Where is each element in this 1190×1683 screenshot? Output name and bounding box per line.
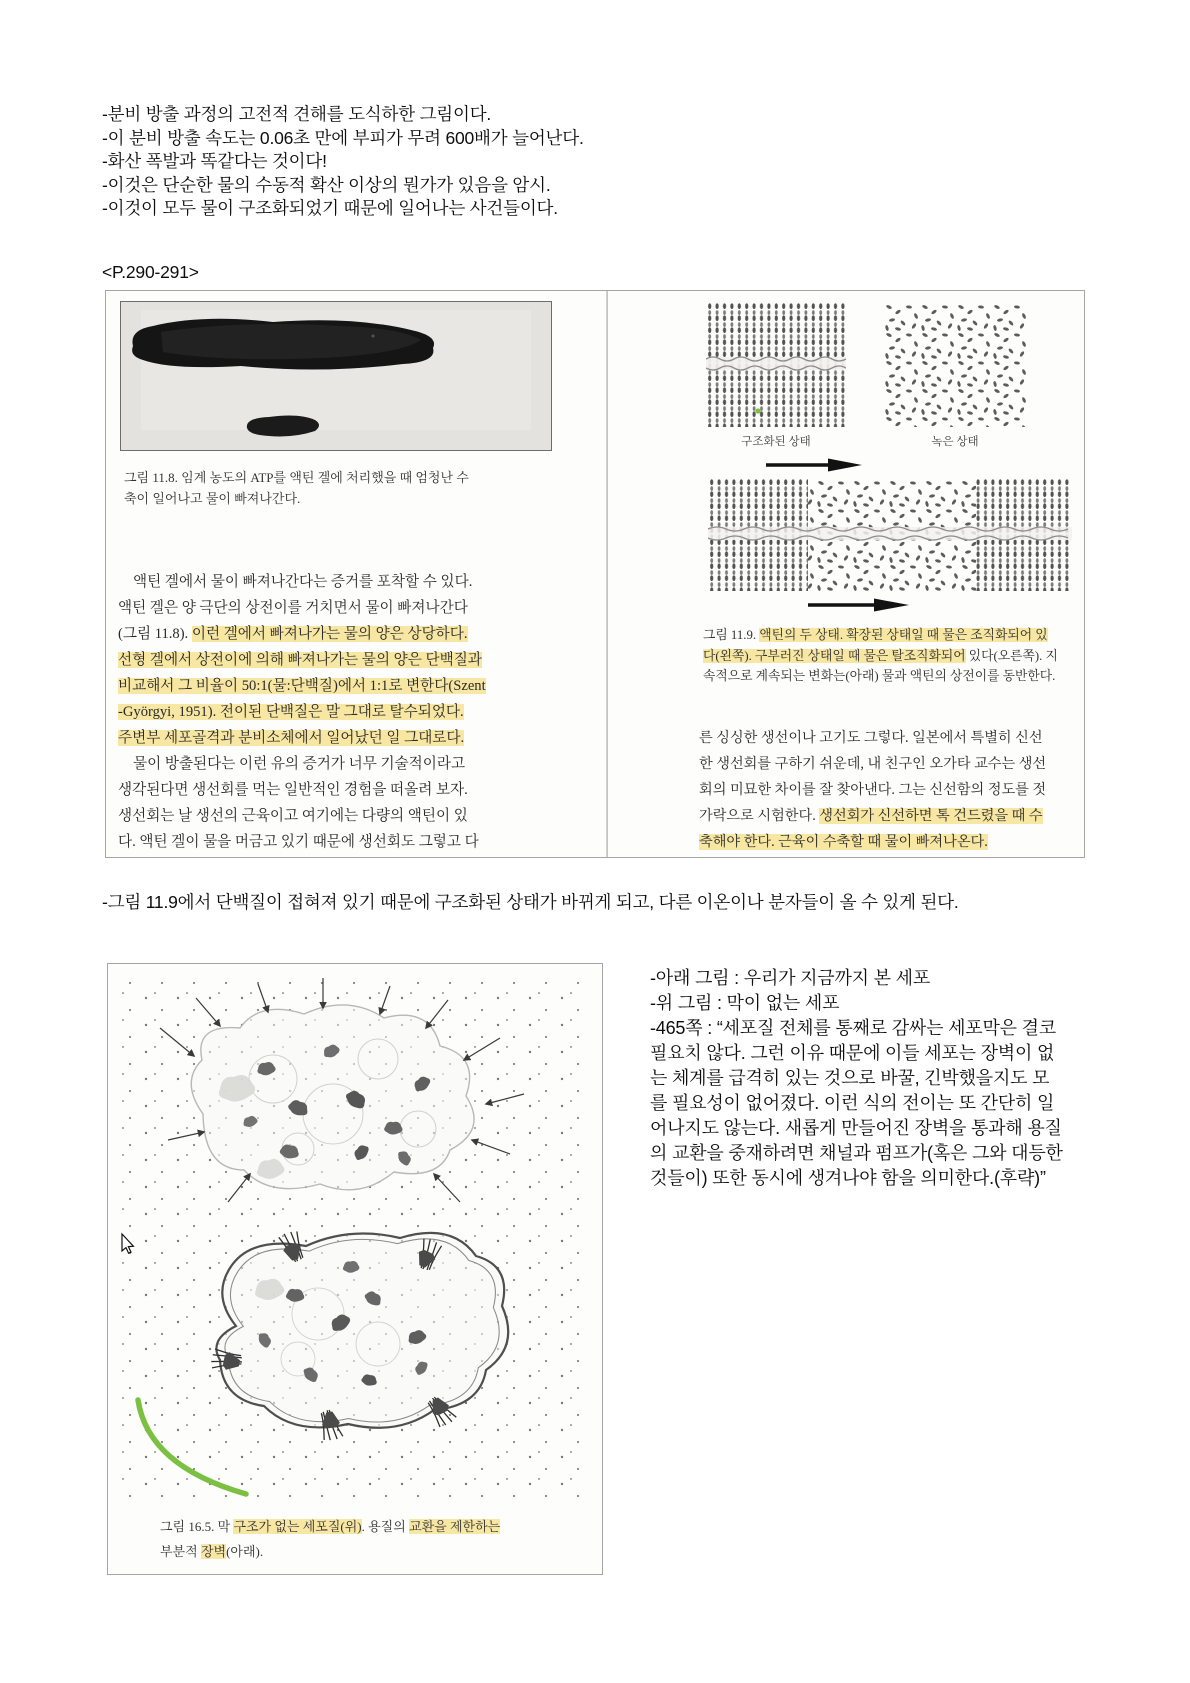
note-line: -이것이 모두 물이 구조화되었기 때문에 일어나는 사건들이다. — [102, 198, 558, 218]
text-line — [118, 569, 570, 595]
text-line — [118, 621, 570, 647]
text-run: 있다(오른쪽). 지 — [965, 648, 1058, 663]
highlighted-text: 장벽 — [200, 1544, 227, 1559]
text-run: 른 싱싱한 생선이나 고기도 그렇다. 일본에서 특별히 신선 — [699, 730, 1043, 746]
highlighted-text: 축해야 한다. 근육이 수축할 때 물이 빠져나온다. — [699, 834, 988, 850]
side-notes-block — [650, 966, 1063, 1191]
note-line: 의 교환을 중재하려면 채널과 펌프가(혹은 그와 대등한 — [650, 1143, 1063, 1163]
figure-16-5-caption — [160, 1514, 580, 1564]
text-run: 한 생선회를 구하기 쉬운데, 내 친구인 오가타 교수는 생선 — [699, 756, 1047, 772]
text-run: 가락으로 시험한다. — [699, 808, 820, 824]
text-line — [118, 673, 570, 699]
highlighted-text: 주변부 세포골격과 분비소체에서 일어났던 일 그대로다. — [118, 730, 465, 746]
text-run: 부분적 — [160, 1544, 201, 1559]
figure-11-9-caption — [703, 625, 1078, 687]
mid-note-line: -그림 11.9에서 단백질이 접혀져 있기 때문에 구조화된 상태가 바뀌게 되고, 다른 이온이나 분자들이 올 수 있게 된다. — [102, 892, 959, 912]
transition-arrow-icon — [806, 597, 911, 613]
transition-arrow-icon — [764, 457, 864, 473]
gel-photo-art — [121, 302, 551, 448]
text-line — [699, 777, 1054, 803]
caption-line: 축이 일어나고 물이 빠져나간다. — [124, 491, 301, 506]
caption-line — [160, 1514, 580, 1539]
text-line — [118, 725, 570, 751]
text-run: . 용질의 — [361, 1519, 410, 1534]
text-line — [118, 751, 570, 777]
note-line: 것들이) 또한 동시에 생겨나야 함을 의미한다.(후략)” — [650, 1168, 1046, 1188]
figure-11-8-caption — [124, 467, 559, 509]
cell-diagrams-art — [108, 964, 602, 1574]
note-line: -화산 폭발과 똑같다는 것이다! — [102, 151, 327, 171]
text-line — [118, 647, 570, 673]
top-notes-block — [102, 103, 584, 221]
highlighted-text: 선형 겔에서 상전이에 의해 빠져나가는 물의 양은 단백질과 — [118, 652, 482, 668]
highlighted-text: -Györgyi, 1951). 전이된 단백질은 말 그대로 탈수되었다. — [118, 704, 464, 720]
page-range-heading: <P.290-291> — [102, 262, 199, 282]
structured-state-diagram — [706, 303, 846, 427]
note-line: -465쪽 : “세포질 전체를 통째로 감싸는 세포막은 결코 — [650, 1018, 1056, 1038]
text-run: 다. 액틴 겔이 물을 머금고 있기 때문에 생선회도 그렇고 다 — [118, 834, 479, 850]
text-run: 물이 방출된다는 이런 유의 증거가 너무 기술적이라고 — [133, 756, 466, 772]
note-line: 필요치 않다. 그런 이유 때문에 이들 세포는 장벽이 없 — [650, 1043, 1055, 1063]
note-line: 는 체계를 급격히 있는 것으로 바꿀, 긴박했을지도 모 — [650, 1068, 1050, 1088]
text-line — [118, 777, 570, 803]
highlighted-text: 액틴의 두 상태. 확장된 상태일 때 물은 조직화되어 있 — [759, 628, 1048, 642]
text-line — [699, 725, 1054, 751]
text-line — [699, 751, 1054, 777]
highlighted-text: 구조가 없는 세포질(위) — [233, 1519, 362, 1534]
text-line — [118, 595, 570, 621]
note-line: -분비 방출 과정의 고전적 견해를 도식하한 그림이다. — [102, 104, 492, 124]
gel-photo-figure — [120, 301, 552, 451]
caption-line — [703, 666, 1078, 687]
text-run: 회의 미묘한 차이를 잘 찾아낸다. 그는 신선함의 정도를 젓 — [699, 782, 1047, 798]
mixed-state-diagram — [708, 479, 1072, 591]
right-page-paragraph — [699, 725, 1054, 855]
text-run: 액틴 겔은 양 극단의 상전이를 거치면서 물이 빠져나간다 — [118, 600, 468, 616]
note-line: 어나지도 않는다. 새롭게 만들어진 장벽을 통과해 용질 — [650, 1118, 1062, 1138]
text-line — [118, 699, 570, 725]
highlighted-text: 생선회가 신선하면 톡 건드렸을 때 수 — [819, 808, 1043, 824]
caption-line — [703, 625, 1078, 646]
text-line — [118, 829, 570, 855]
text-run: 그림 11.9. — [703, 628, 760, 642]
note-line: -아래 그림 : 우리가 지금까지 본 세포 — [650, 968, 931, 988]
label-melted-state: 녹은 상태 — [931, 436, 979, 448]
text-run: 생각된다면 생선회를 먹는 일반적인 경험을 떠올려 보자. — [118, 782, 468, 798]
melted-state-diagram — [884, 303, 1026, 427]
green-marker-dot — [755, 408, 760, 413]
left-page-paragraph — [118, 569, 570, 855]
text-run: 그림 16.5. 막 — [160, 1519, 234, 1534]
caption-line — [703, 646, 1078, 667]
highlighted-text: 이런 겔에서 빠져나가는 물의 양은 상당하다. — [191, 626, 468, 642]
text-run: 액틴 겔에서 물이 빠져나간다는 증거를 포착할 수 있다. — [133, 574, 473, 590]
text-run: (아래). — [226, 1544, 264, 1559]
highlighted-text: 교환을 제한하는 — [409, 1519, 501, 1534]
caption-line: 그림 11.8. 임계 농도의 ATP를 액틴 겔에 처리했을 때 엄청난 수 — [124, 470, 469, 485]
note-line: -이 분비 방출 속도는 0.06초 만에 부피가 무려 600배가 늘어난다. — [102, 127, 584, 148]
book-scan-cell-page — [107, 963, 603, 1575]
page-gutter-divider — [606, 291, 608, 857]
note-line: -위 그림 : 막이 없는 세포 — [650, 993, 840, 1013]
text-line — [118, 803, 570, 829]
text-run: 속적으로 계속되는 변화는(아래) 물과 액틴의 상전이를 동반한다. — [703, 669, 1056, 683]
caption-line — [160, 1539, 580, 1564]
text-line — [699, 829, 1054, 855]
note-line: -이것은 단순한 물의 수동적 확산 이상의 뭔가가 있음을 암시. — [102, 174, 551, 195]
highlighted-text: 다(왼쪽). 구부러진 상태일 때 물은 탈조직화되어 — [703, 648, 966, 663]
text-line — [699, 803, 1054, 829]
text-run: 생선회는 날 생선의 근육이고 여기에는 다량의 액틴이 있 — [118, 808, 468, 824]
highlighted-text: 비교해서 그 비율이 50:1(물:단백질)에서 1:1로 변한다(Szent — [118, 678, 486, 694]
label-structured-state: 구조화된 상태 — [741, 436, 811, 448]
text-run: (그림 11.8). — [118, 626, 192, 642]
book-scan-spread — [105, 290, 1085, 858]
note-line: 를 필요성이 없어졌다. 이런 식의 전이는 또 간단히 일 — [650, 1093, 1055, 1113]
